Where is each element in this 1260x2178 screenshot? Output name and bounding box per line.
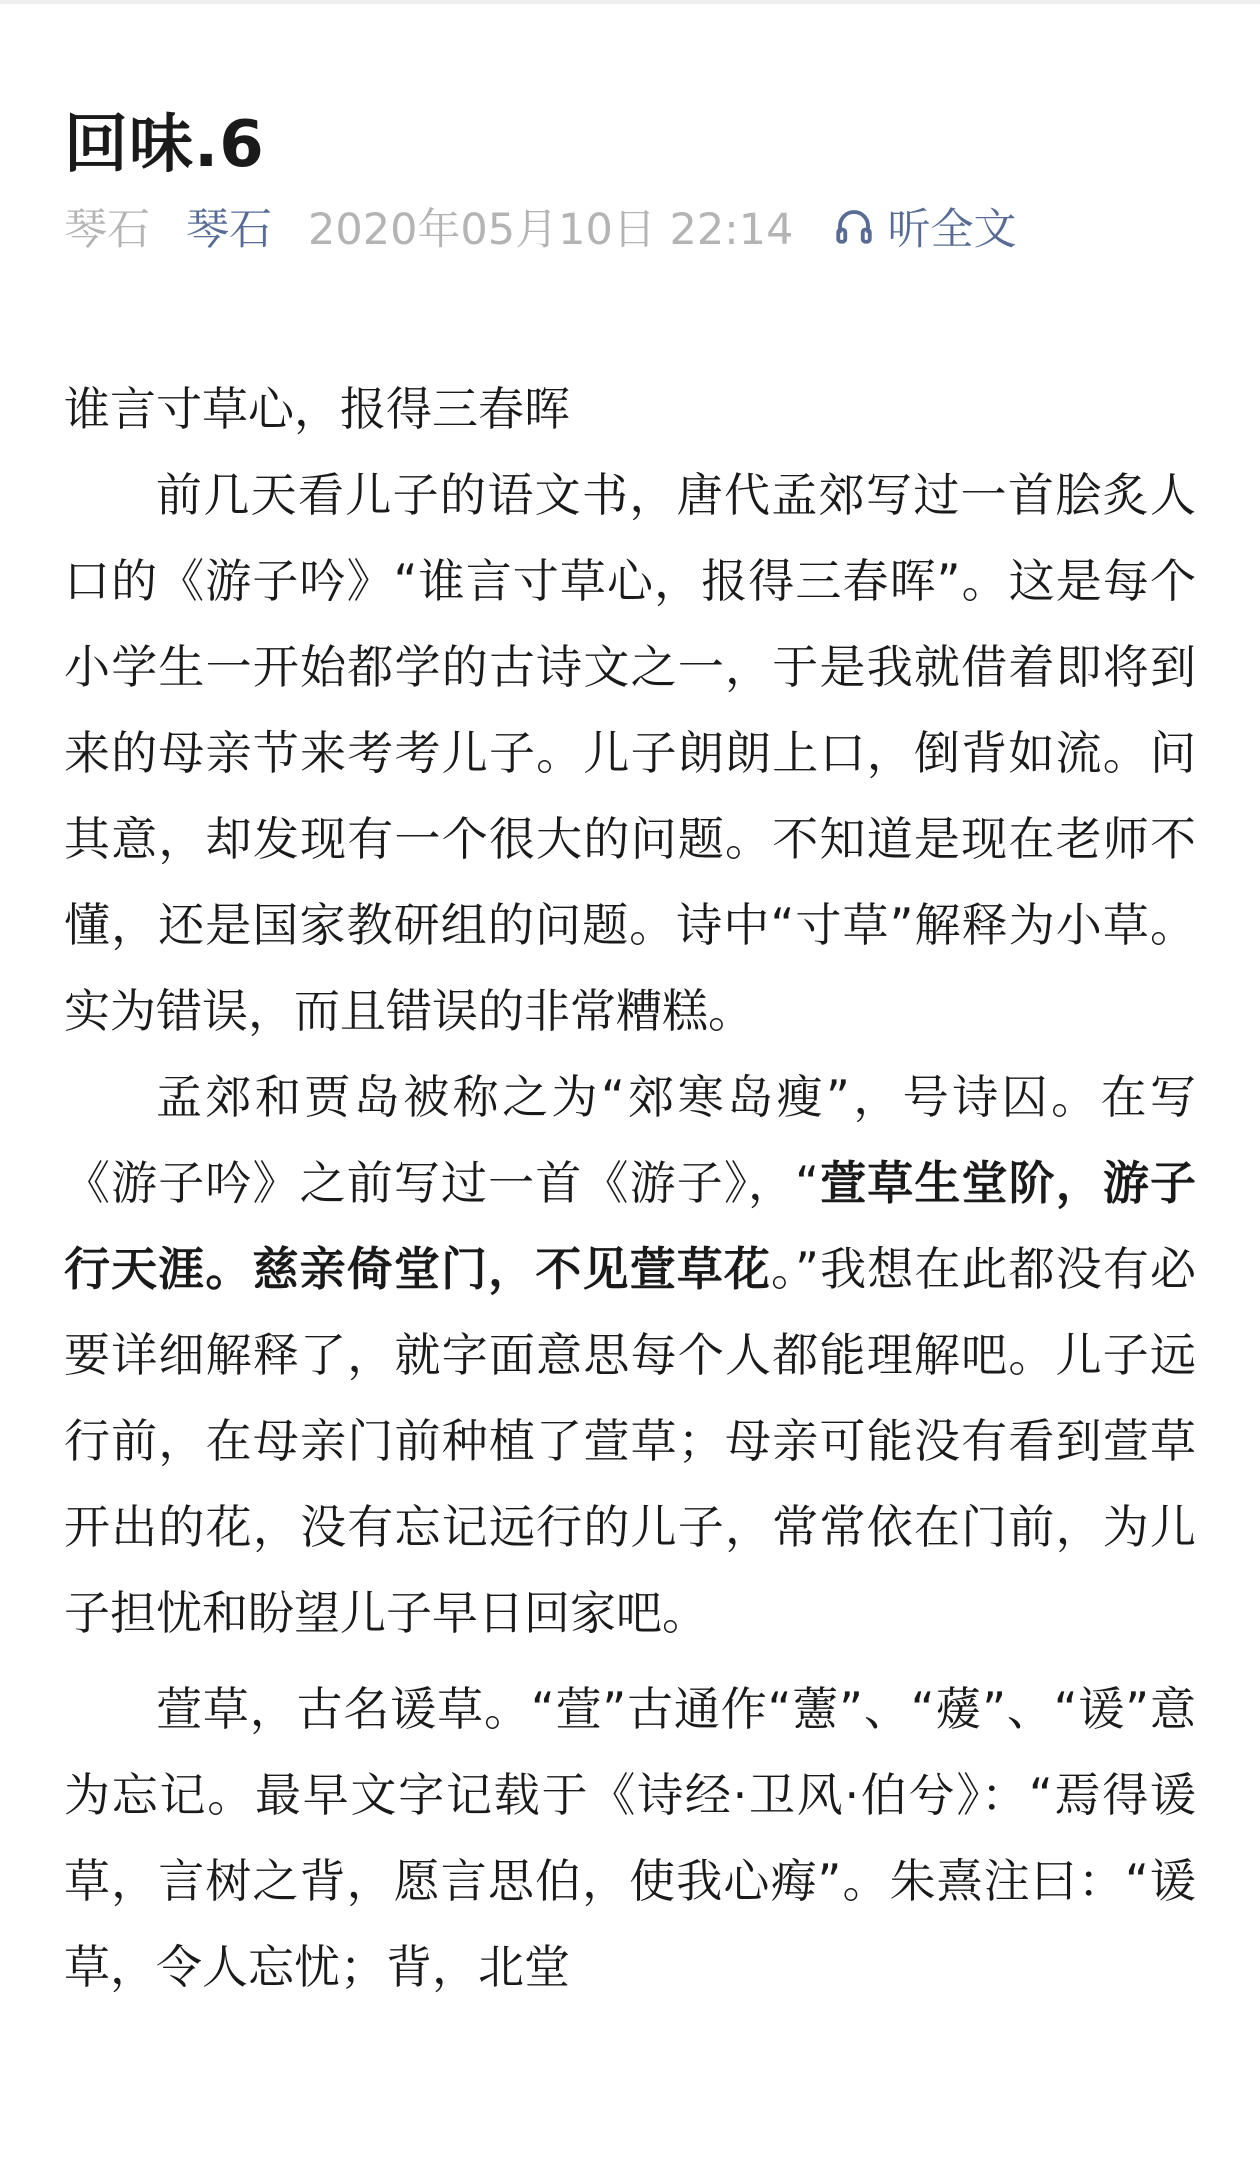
- listen-full-text-button[interactable]: [833, 196, 1016, 257]
- paragraph-text: 孟郊和贾岛被称之为“郊寒岛瘦”，号诗囚。在写《游子吟》之前写过一首《游子》，“: [64, 1070, 1196, 1210]
- article-title: 回味.6: [64, 107, 265, 182]
- listen-full-text-label: 听全文: [887, 204, 1017, 255]
- publish-time: 2020年05月10日 22:14: [308, 204, 794, 255]
- quoted-poem-bold: 萱草生堂阶，游子行天涯。慈亲倚堂门，不见萱草花: [64, 1156, 1196, 1296]
- headphones-icon: [833, 205, 875, 247]
- paragraph: [64, 1054, 1196, 1656]
- article-meta: [64, 196, 1016, 256]
- account-name-link[interactable]: 琴石: [186, 204, 272, 255]
- paragraph: 萱草，古名谖草。“萱”古通作“藼”、“蕿”、“谖”意为忘记。最早文字记载于《诗经·卫风·伯兮》：“焉得谖草，言树之背，愿言思伯，使我心痗”。朱熹注曰：“谖草，令人忘忧；背，北堂: [64, 1682, 1196, 1994]
- paragraph: 前几天看儿子的语文书，唐代孟郊写过一首脍炙人口的《游子吟》“谁言寸草心，报得三春晖”。这是每个小学生一开始都学的古诗文之一，于是我就借着即将到来的母亲节来考考儿子。儿子朗朗上口，倒背如流。问其意，却发现有一个很大的问题。不知道是现在老师不懂，还是国家教研组的问题。诗中“寸草”解释为小草。实为错误，而且错误的非常糟糕。: [64, 468, 1196, 1038]
- article-body: [64, 366, 1196, 2010]
- paragraph-subtitle: 谁言寸草心，报得三春晖: [64, 382, 570, 436]
- top-edge-divider: [0, 0, 1260, 4]
- author-name: 琴石: [64, 204, 150, 255]
- paragraph-text: 。”我想在此都没有必要详细解释了，就字面意思每个人都能理解吧。儿子远行前，在母亲门前种植了萱草；母亲可能没有看到萱草开出的花，没有忘记远行的儿子，常常依在门前，为儿子担忧和盼望儿子早日回家吧。: [64, 1242, 1196, 1640]
